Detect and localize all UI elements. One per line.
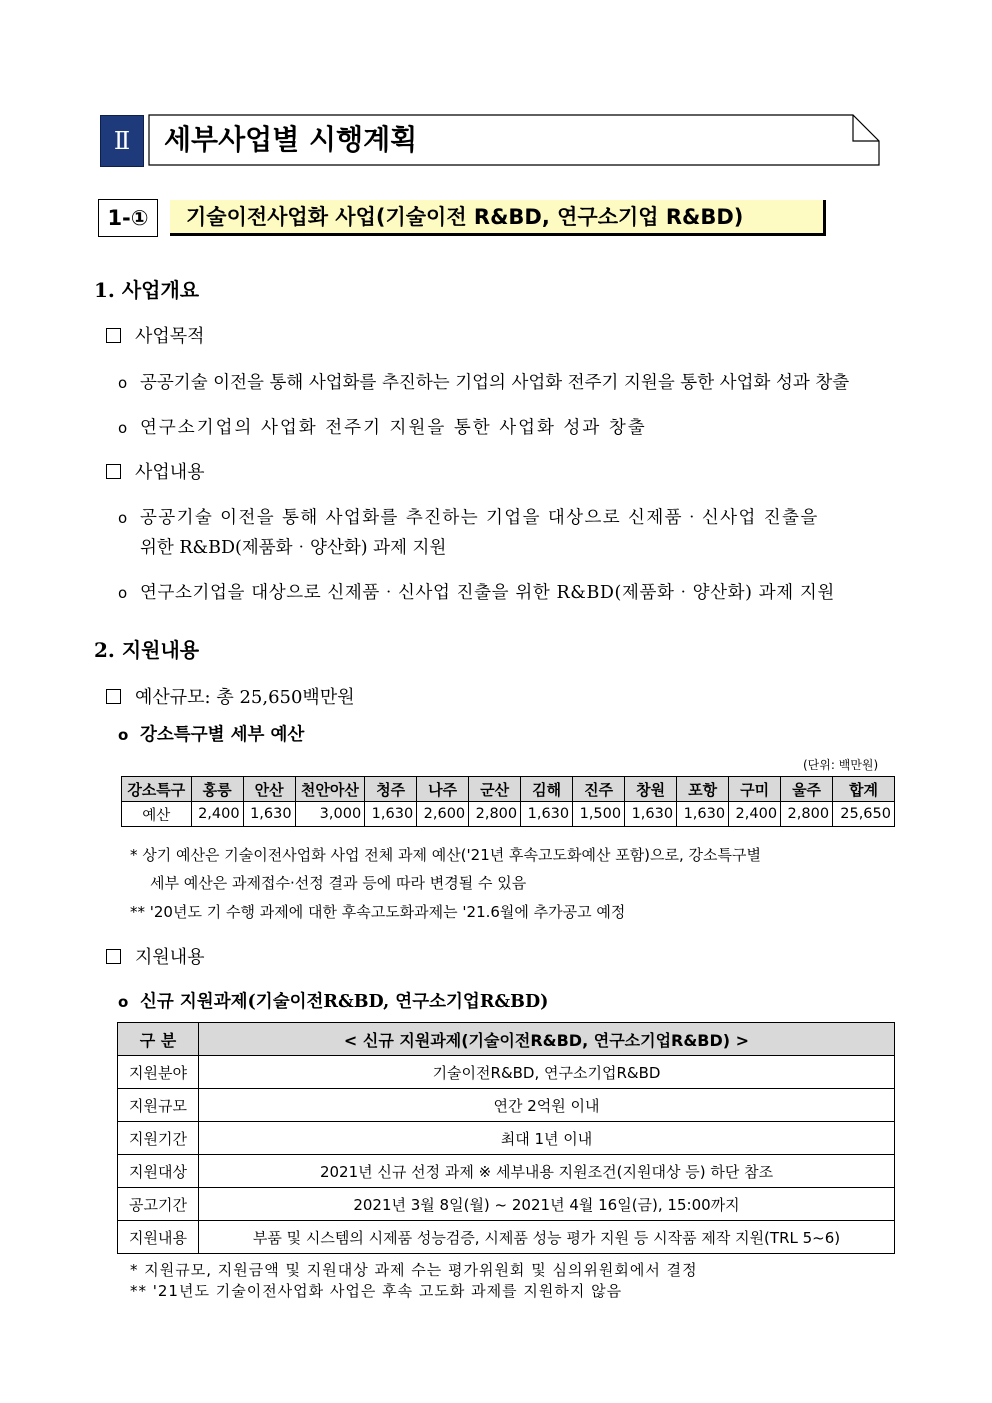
purpose-item-2: o 연구소기업의 사업화 전주기 지원을 통한 사업화 성과 창출: [118, 418, 647, 438]
budget-cell: 2,400: [729, 802, 781, 827]
budget-header-cell: 강소특구: [122, 777, 192, 802]
support-heading: 2. 지원내용: [94, 638, 200, 662]
budget-sub-label: o 강소특구별 세부 예산: [118, 725, 305, 745]
subsection-number: 1-①: [98, 199, 158, 237]
budget-cell: 2,800: [781, 802, 833, 827]
overview-heading: 1. 사업개요: [94, 278, 200, 302]
task-row-label: 지원내용: [118, 1221, 199, 1254]
task-row-value: 2021년 3월 8일(월) ~ 2021년 4월 16일(금), 15:00까지: [199, 1188, 895, 1221]
unit-label: (단위: 백만원): [803, 758, 879, 772]
task-row-value: 연간 2억원 이내: [199, 1089, 895, 1122]
budget-cell: 25,650: [833, 802, 895, 827]
task-row-value: 2021년 신규 선정 과제 ※ 세부내용 지원조건(지원대상 등) 하단 참조: [199, 1155, 895, 1188]
budget-cell: 1,630: [625, 802, 677, 827]
budget-note-1-cont: 세부 예산은 과제접수‧선정 결과 등에 따라 변경될 수 있음: [150, 874, 527, 892]
budget-header-cell: 포항: [677, 777, 729, 802]
content-item-1-cont: 위한 R&BD(제품화‧양산화) 과제 지원: [140, 538, 447, 558]
task-table-row: [118, 1188, 895, 1221]
budget-cell: 2,800: [469, 802, 521, 827]
budget-cell: 1,500: [573, 802, 625, 827]
task-table-row: [118, 1089, 895, 1122]
task-table-row: [118, 1122, 895, 1155]
purpose-label: 사업목적: [106, 322, 205, 348]
footnote-1: * 지원규모, 지원금액 및 지원대상 과제 수는 평가위원회 및 심의위원회에서 결정: [130, 1261, 698, 1279]
budget-header-cell: 나주: [417, 777, 469, 802]
budget-cell: 1,630: [677, 802, 729, 827]
budget-cell: 2,600: [417, 802, 469, 827]
budget-table-header: [122, 777, 895, 802]
task-table-row: [118, 1221, 895, 1254]
task-table: [117, 1022, 895, 1254]
task-row-label: 지원분야: [118, 1056, 199, 1089]
budget-table-row: [122, 802, 895, 827]
content-item-1: o 공공기술 이전을 통해 사업화를 추진하는 기업을 대상으로 신제품‧신사업 진출을: [118, 508, 819, 528]
task-header-right: < 신규 지원과제(기술이전R&BD, 연구소기업R&BD) >: [199, 1023, 895, 1056]
purpose-item-1: o 공공기술 이전을 통해 사업화를 추진하는 기업의 사업화 전주기 지원을 통한 사업화 성과 창출: [118, 373, 850, 393]
task-table-row: [118, 1056, 895, 1089]
budget-header-cell: 안산: [243, 777, 295, 802]
section-roman: Ⅱ: [113, 127, 131, 155]
task-table-row: [118, 1155, 895, 1188]
budget-header-cell: 천안아산: [295, 777, 365, 802]
task-row-label: 공고기간: [118, 1188, 199, 1221]
budget-header-cell: 진주: [573, 777, 625, 802]
budget-cell: 1,630: [243, 802, 295, 827]
budget-cell: 2,400: [191, 802, 243, 827]
budget-row-label: 예산: [122, 802, 192, 827]
new-task-label: o 신규 지원과제(기술이전R&BD, 연구소기업R&BD): [118, 992, 549, 1012]
budget-header-cell: 김해: [521, 777, 573, 802]
content-label: 사업내용: [106, 458, 205, 484]
budget-cell: 1,630: [521, 802, 573, 827]
budget-cell: 1,630: [365, 802, 417, 827]
budget-cell: 3,000: [295, 802, 365, 827]
budget-header-cell: 군산: [469, 777, 521, 802]
budget-header-cell: 합계: [833, 777, 895, 802]
budget-note-2: ** '20년도 기 수행 과제에 대한 후속고도화과제는 '21.6월에 추가공고 예정: [130, 903, 626, 921]
budget-header-cell: 울주: [781, 777, 833, 802]
task-row-label: 지원대상: [118, 1155, 199, 1188]
task-header-left: 구 분: [118, 1023, 199, 1056]
footnote-2: ** '21년도 기술이전사업화 사업은 후속 고도화 과제를 지원하지 않음: [130, 1282, 623, 1300]
task-table-header: [118, 1023, 895, 1056]
task-row-value: 최대 1년 이내: [199, 1122, 895, 1155]
budget-header-cell: 구미: [729, 777, 781, 802]
support-content-label: 지원내용: [106, 943, 205, 969]
content-item-2: o 연구소기업을 대상으로 신제품‧신사업 진출을 위한 R&BD(제품화‧양산화) 과제 지원: [118, 583, 835, 603]
task-row-label: 지원기간: [118, 1122, 199, 1155]
budget-header-cell: 청주: [365, 777, 417, 802]
section-title: 세부사업별 시행계획: [164, 123, 418, 156]
task-row-value: 부품 및 시스템의 시제품 성능검증, 시제품 성능 평가 지원 등 시작품 제작 지원(TRL 5~6): [199, 1221, 895, 1254]
task-row-value: 기술이전R&BD, 연구소기업R&BD: [199, 1056, 895, 1089]
budget-header-cell: 창원: [625, 777, 677, 802]
budget-label: 예산규모: 총 25,650백만원: [106, 683, 355, 709]
section-number-badge: [100, 115, 144, 167]
subsection-title: 기술이전사업화 사업(기술이전 R&BD, 연구소기업 R&BD): [170, 200, 826, 236]
task-row-label: 지원규모: [118, 1089, 199, 1122]
budget-table: [121, 776, 895, 827]
budget-header-cell: 홍릉: [191, 777, 243, 802]
budget-note-1: * 상기 예산은 기술이전사업화 사업 전체 과제 예산('21년 후속고도화예산 포함)으로, 강소특구별: [130, 846, 761, 864]
